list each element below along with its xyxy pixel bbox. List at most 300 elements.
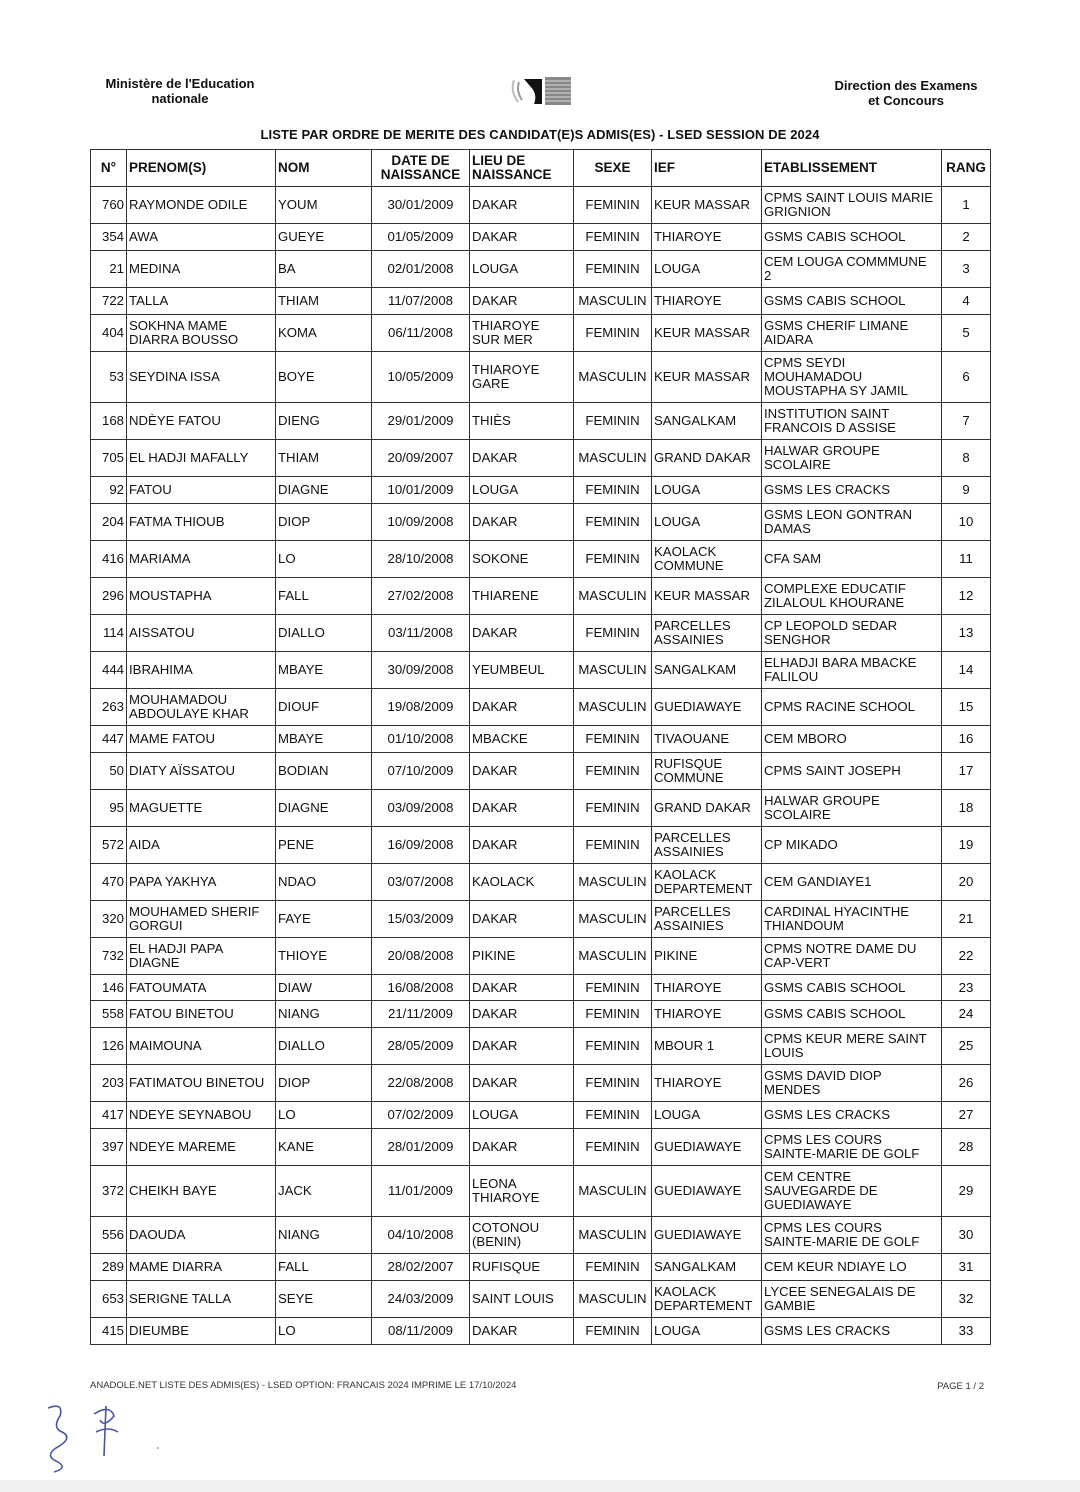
cell-ief: KEUR MASSAR xyxy=(652,352,762,403)
cell-etablissement: HALWAR GROUPE SCOLAIRE xyxy=(762,790,942,827)
cell-etablissement: LYCEE SENEGALAIS DE GAMBIE xyxy=(762,1281,942,1318)
cell-etablissement: HALWAR GROUPE SCOLAIRE xyxy=(762,440,942,477)
cell-sexe: FEMININ xyxy=(574,1318,652,1345)
cell-etablissement: CEM LOUGA COMMMUNE 2 xyxy=(762,251,942,288)
cell-etablissement: INSTITUTION SAINT FRANCOIS D ASSISE xyxy=(762,403,942,440)
cell-rang: 14 xyxy=(942,652,991,689)
cell-lieu: DAKAR xyxy=(470,187,574,224)
cell-nom: FALL xyxy=(276,1254,372,1281)
cell-no: 447 xyxy=(91,726,127,753)
cell-ief: PARCELLES ASSAINIES xyxy=(652,827,762,864)
cell-prenom: CHEIKH BAYE xyxy=(127,1166,276,1217)
cell-ief: SANGALKAM xyxy=(652,1254,762,1281)
cell-lieu: DAKAR xyxy=(470,224,574,251)
cell-ief: PARCELLES ASSAINIES xyxy=(652,901,762,938)
cell-ief: PARCELLES ASSAINIES xyxy=(652,615,762,652)
table-row xyxy=(91,440,991,477)
cell-ief: GRAND DAKAR xyxy=(652,790,762,827)
cell-rang: 28 xyxy=(942,1129,991,1166)
cell-nom: BA xyxy=(276,251,372,288)
cell-date: 04/10/2008 xyxy=(372,1217,470,1254)
cell-nom: BODIAN xyxy=(276,753,372,790)
cell-prenom: TALLA xyxy=(127,288,276,315)
cell-no: 146 xyxy=(91,975,127,1001)
cell-nom: DIENG xyxy=(276,403,372,440)
cell-rang: 25 xyxy=(942,1028,991,1065)
cell-rang: 3 xyxy=(942,251,991,288)
cell-nom: BOYE xyxy=(276,352,372,403)
cell-prenom: SERIGNE TALLA xyxy=(127,1281,276,1318)
cell-nom: DIAGNE xyxy=(276,477,372,504)
cell-date: 28/05/2009 xyxy=(372,1028,470,1065)
cell-rang: 8 xyxy=(942,440,991,477)
cell-ief: GRAND DAKAR xyxy=(652,440,762,477)
table-row xyxy=(91,1102,991,1129)
cell-sexe: MASCULIN xyxy=(574,1166,652,1217)
cell-date: 30/09/2008 xyxy=(372,652,470,689)
cell-ief: KEUR MASSAR xyxy=(652,187,762,224)
cell-nom: SEYE xyxy=(276,1281,372,1318)
cell-rang: 17 xyxy=(942,753,991,790)
cell-ief: LOUGA xyxy=(652,504,762,541)
table-row xyxy=(91,187,991,224)
cell-prenom: MAME FATOU xyxy=(127,726,276,753)
table-row xyxy=(91,477,991,504)
cell-rang: 30 xyxy=(942,1217,991,1254)
cell-etablissement: GSMS LES CRACKS xyxy=(762,477,942,504)
table-row xyxy=(91,1217,991,1254)
cell-sexe: FEMININ xyxy=(574,1102,652,1129)
cell-lieu: DAKAR xyxy=(470,689,574,726)
cell-etablissement: GSMS LES CRACKS xyxy=(762,1102,942,1129)
cell-rang: 11 xyxy=(942,541,991,578)
cell-etablissement: CPMS KEUR MERE SAINT LOUIS xyxy=(762,1028,942,1065)
table-row xyxy=(91,578,991,615)
cell-ief: KEUR MASSAR xyxy=(652,578,762,615)
cell-date: 24/03/2009 xyxy=(372,1281,470,1318)
cell-no: 732 xyxy=(91,938,127,975)
cell-rang: 15 xyxy=(942,689,991,726)
cell-lieu: THIAROYE SUR MER xyxy=(470,315,574,352)
cell-date: 03/07/2008 xyxy=(372,864,470,901)
cell-lieu: RUFISQUE xyxy=(470,1254,574,1281)
table-row xyxy=(91,224,991,251)
cell-no: 21 xyxy=(91,251,127,288)
cell-prenom: MEDINA xyxy=(127,251,276,288)
cell-lieu: DAKAR xyxy=(470,975,574,1001)
cell-rang: 24 xyxy=(942,1001,991,1028)
cell-etablissement: CPMS RACINE SCHOOL xyxy=(762,689,942,726)
col-header-lieu: LIEU DE NAISSANCE xyxy=(470,150,574,187)
cell-etablissement: GSMS CHERIF LIMANE AIDARA xyxy=(762,315,942,352)
cell-date: 27/02/2008 xyxy=(372,578,470,615)
cell-ief: KAOLACK COMMUNE xyxy=(652,541,762,578)
cell-prenom: NDEYE MAREME xyxy=(127,1129,276,1166)
cell-date: 16/09/2008 xyxy=(372,827,470,864)
cell-nom: FAYE xyxy=(276,901,372,938)
cell-rang: 12 xyxy=(942,578,991,615)
cell-prenom: MOUSTAPHA xyxy=(127,578,276,615)
cell-ief: GUEDIAWAYE xyxy=(652,1166,762,1217)
cell-rang: 6 xyxy=(942,352,991,403)
table-row xyxy=(91,251,991,288)
cell-date: 07/02/2009 xyxy=(372,1102,470,1129)
cell-date: 08/11/2009 xyxy=(372,1318,470,1345)
table-row xyxy=(91,288,991,315)
cell-etablissement: CEM MBORO xyxy=(762,726,942,753)
cell-sexe: MASCULIN xyxy=(574,938,652,975)
cell-rang: 9 xyxy=(942,477,991,504)
cell-lieu: YEUMBEUL xyxy=(470,652,574,689)
cell-sexe: FEMININ xyxy=(574,975,652,1001)
cell-no: 556 xyxy=(91,1217,127,1254)
cell-no: 558 xyxy=(91,1001,127,1028)
cell-ief: THIAROYE xyxy=(652,975,762,1001)
cell-rang: 21 xyxy=(942,901,991,938)
col-header-etablissement: ETABLISSEMENT xyxy=(762,150,942,187)
table-row xyxy=(91,901,991,938)
cell-etablissement: GSMS CABIS SCHOOL xyxy=(762,1001,942,1028)
ministry-logo-icon xyxy=(508,74,574,108)
cell-no: 204 xyxy=(91,504,127,541)
cell-rang: 2 xyxy=(942,224,991,251)
cell-ief: GUEDIAWAYE xyxy=(652,689,762,726)
cell-etablissement: GSMS CABIS SCHOOL xyxy=(762,224,942,251)
cell-nom: KANE xyxy=(276,1129,372,1166)
cell-prenom: RAYMONDE ODILE xyxy=(127,187,276,224)
cell-nom: NDAO xyxy=(276,864,372,901)
cell-date: 01/05/2009 xyxy=(372,224,470,251)
cell-no: 168 xyxy=(91,403,127,440)
ministry-header xyxy=(100,76,260,106)
cell-no: 320 xyxy=(91,901,127,938)
table-row xyxy=(91,352,991,403)
handwritten-signature xyxy=(34,1398,164,1478)
cell-no: 417 xyxy=(91,1102,127,1129)
cell-rang: 18 xyxy=(942,790,991,827)
cell-date: 21/11/2009 xyxy=(372,1001,470,1028)
cell-date: 20/09/2007 xyxy=(372,440,470,477)
cell-prenom: MAME DIARRA xyxy=(127,1254,276,1281)
cell-lieu: DAKAR xyxy=(470,440,574,477)
cell-ief: THIAROYE xyxy=(652,1001,762,1028)
cell-nom: LO xyxy=(276,1102,372,1129)
cell-prenom: PAPA YAKHYA xyxy=(127,864,276,901)
table-row xyxy=(91,541,991,578)
cell-prenom: IBRAHIMA xyxy=(127,652,276,689)
cell-no: 444 xyxy=(91,652,127,689)
cell-lieu: THIAROYE GARE xyxy=(470,352,574,403)
cell-rang: 7 xyxy=(942,403,991,440)
table-body xyxy=(91,187,991,1345)
cell-sexe: FEMININ xyxy=(574,753,652,790)
cell-sexe: FEMININ xyxy=(574,790,652,827)
cell-ief: KAOLACK DEPARTEMENT xyxy=(652,864,762,901)
table-header-row xyxy=(91,150,991,187)
cell-prenom: MOUHAMADOU ABDOULAYE KHAR xyxy=(127,689,276,726)
cell-etablissement: CPMS LES COURS SAINTE-MARIE DE GOLF xyxy=(762,1129,942,1166)
cell-ief: KEUR MASSAR xyxy=(652,315,762,352)
cell-date: 30/01/2009 xyxy=(372,187,470,224)
cell-prenom: FATMA THIOUB xyxy=(127,504,276,541)
col-header-sexe: SEXE xyxy=(574,150,652,187)
cell-date: 28/02/2007 xyxy=(372,1254,470,1281)
cell-ief: LOUGA xyxy=(652,477,762,504)
table-row xyxy=(91,315,991,352)
cell-no: 296 xyxy=(91,578,127,615)
cell-sexe: MASCULIN xyxy=(574,440,652,477)
cell-date: 15/03/2009 xyxy=(372,901,470,938)
cell-date: 10/01/2009 xyxy=(372,477,470,504)
cell-rang: 20 xyxy=(942,864,991,901)
cell-sexe: FEMININ xyxy=(574,403,652,440)
cell-no: 415 xyxy=(91,1318,127,1345)
cell-lieu: COTONOU (BENIN) xyxy=(470,1217,574,1254)
cell-prenom: MAGUETTE xyxy=(127,790,276,827)
col-header-date: DATE DE NAISSANCE xyxy=(372,150,470,187)
cell-no: 416 xyxy=(91,541,127,578)
cell-ief: THIAROYE xyxy=(652,1065,762,1102)
cell-ief: GUEDIAWAYE xyxy=(652,1217,762,1254)
cell-lieu: DAKAR xyxy=(470,901,574,938)
cell-etablissement: CEM GANDIAYE1 xyxy=(762,864,942,901)
cell-prenom: NDÈYE FATOU xyxy=(127,403,276,440)
cell-nom: DIALLO xyxy=(276,1028,372,1065)
cell-prenom: AWA xyxy=(127,224,276,251)
table-row xyxy=(91,864,991,901)
cell-lieu: LOUGA xyxy=(470,1102,574,1129)
cell-lieu: SOKONE xyxy=(470,541,574,578)
table-row xyxy=(91,790,991,827)
col-header-no: N° xyxy=(91,150,127,187)
cell-no: 653 xyxy=(91,1281,127,1318)
cell-date: 06/11/2008 xyxy=(372,315,470,352)
table-row xyxy=(91,403,991,440)
cell-etablissement: GSMS LES CRACKS xyxy=(762,1318,942,1345)
cell-lieu: LEONA THIAROYE xyxy=(470,1166,574,1217)
cell-lieu: MBACKE xyxy=(470,726,574,753)
cell-date: 28/10/2008 xyxy=(372,541,470,578)
cell-prenom: MARIAMA xyxy=(127,541,276,578)
cell-etablissement: GSMS DAVID DIOP MENDES xyxy=(762,1065,942,1102)
cell-sexe: MASCULIN xyxy=(574,1281,652,1318)
table-row xyxy=(91,615,991,652)
cell-etablissement: CEM CENTRE SAUVEGARDE DE GUEDIAWAYE xyxy=(762,1166,942,1217)
cell-lieu: SAINT LOUIS xyxy=(470,1281,574,1318)
cell-sexe: MASCULIN xyxy=(574,652,652,689)
cell-etablissement: CARDINAL HYACINTHE THIANDOUM xyxy=(762,901,942,938)
cell-nom: THIAM xyxy=(276,288,372,315)
cell-prenom: EL HADJI PAPA DIAGNE xyxy=(127,938,276,975)
cell-sexe: FEMININ xyxy=(574,1254,652,1281)
cell-prenom: AIDA xyxy=(127,827,276,864)
cell-etablissement: CPMS SAINT LOUIS MARIE GRIGNION xyxy=(762,187,942,224)
scan-bottom-edge xyxy=(0,1480,1080,1492)
cell-prenom: DIEUMBE xyxy=(127,1318,276,1345)
cell-prenom: DAOUDA xyxy=(127,1217,276,1254)
cell-no: 372 xyxy=(91,1166,127,1217)
cell-etablissement: CEM KEUR NDIAYE LO xyxy=(762,1254,942,1281)
cell-rang: 19 xyxy=(942,827,991,864)
cell-etablissement: GSMS LEON GONTRAN DAMAS xyxy=(762,504,942,541)
cell-rang: 5 xyxy=(942,315,991,352)
cell-date: 19/08/2009 xyxy=(372,689,470,726)
cell-lieu: THIARENE xyxy=(470,578,574,615)
cell-etablissement: CPMS NOTRE DAME DU CAP-VERT xyxy=(762,938,942,975)
cell-no: 263 xyxy=(91,689,127,726)
cell-date: 16/08/2008 xyxy=(372,975,470,1001)
cell-prenom: DIATY AÏSSATOU xyxy=(127,753,276,790)
cell-nom: JACK xyxy=(276,1166,372,1217)
cell-sexe: MASCULIN xyxy=(574,288,652,315)
cell-ief: THIAROYE xyxy=(652,288,762,315)
cell-rang: 1 xyxy=(942,187,991,224)
cell-sexe: FEMININ xyxy=(574,1001,652,1028)
cell-date: 11/01/2009 xyxy=(372,1166,470,1217)
cell-sexe: FEMININ xyxy=(574,224,652,251)
cell-ief: LOUGA xyxy=(652,1318,762,1345)
cell-etablissement: ELHADJI BARA MBACKE FALILOU xyxy=(762,652,942,689)
cell-sexe: FEMININ xyxy=(574,477,652,504)
cell-nom: DIALLO xyxy=(276,615,372,652)
cell-prenom: SEYDINA ISSA xyxy=(127,352,276,403)
cell-rang: 31 xyxy=(942,1254,991,1281)
cell-sexe: MASCULIN xyxy=(574,352,652,403)
cell-no: 92 xyxy=(91,477,127,504)
cell-ief: GUEDIAWAYE xyxy=(652,1129,762,1166)
cell-date: 10/05/2009 xyxy=(372,352,470,403)
cell-ief: LOUGA xyxy=(652,1102,762,1129)
cell-ief: SANGALKAM xyxy=(652,403,762,440)
cell-date: 03/11/2008 xyxy=(372,615,470,652)
cell-no: 126 xyxy=(91,1028,127,1065)
table-row xyxy=(91,1281,991,1318)
col-header-ief: IEF xyxy=(652,150,762,187)
cell-nom: THIAM xyxy=(276,440,372,477)
cell-nom: DIAW xyxy=(276,975,372,1001)
cell-etablissement: CP LEOPOLD SEDAR SENGHOR xyxy=(762,615,942,652)
cell-nom: PENE xyxy=(276,827,372,864)
table-row xyxy=(91,1129,991,1166)
cell-sexe: FEMININ xyxy=(574,827,652,864)
cell-ief: SANGALKAM xyxy=(652,652,762,689)
cell-lieu: LOUGA xyxy=(470,251,574,288)
cell-etablissement: CFA SAM xyxy=(762,541,942,578)
table-row xyxy=(91,1065,991,1102)
cell-lieu: DAKAR xyxy=(470,504,574,541)
cell-nom: YOUM xyxy=(276,187,372,224)
table-row xyxy=(91,827,991,864)
cell-nom: THIOYE xyxy=(276,938,372,975)
cell-sexe: MASCULIN xyxy=(574,901,652,938)
table-row xyxy=(91,726,991,753)
cell-rang: 23 xyxy=(942,975,991,1001)
cell-ief: MBOUR 1 xyxy=(652,1028,762,1065)
directorate-line-2: et Concours xyxy=(868,93,944,108)
table-row xyxy=(91,1001,991,1028)
cell-lieu: DAKAR xyxy=(470,1028,574,1065)
table-row xyxy=(91,975,991,1001)
cell-date: 03/09/2008 xyxy=(372,790,470,827)
cell-sexe: FEMININ xyxy=(574,615,652,652)
cell-date: 22/08/2008 xyxy=(372,1065,470,1102)
cell-lieu: DAKAR xyxy=(470,1318,574,1345)
cell-no: 760 xyxy=(91,187,127,224)
table-row xyxy=(91,504,991,541)
cell-lieu: DAKAR xyxy=(470,1129,574,1166)
cell-lieu: DAKAR xyxy=(470,790,574,827)
cell-nom: MBAYE xyxy=(276,652,372,689)
cell-sexe: MASCULIN xyxy=(574,864,652,901)
cell-nom: FALL xyxy=(276,578,372,615)
cell-sexe: FEMININ xyxy=(574,541,652,578)
cell-lieu: PIKINE xyxy=(470,938,574,975)
cell-no: 572 xyxy=(91,827,127,864)
print-footer: ANADOLE.NET LISTE DES ADMIS(ES) - LSED OPTION: FRANCAIS 2024 IMPRIME LE 17/10/2024 xyxy=(90,1380,517,1391)
cell-sexe: FEMININ xyxy=(574,251,652,288)
ministry-line-2: nationale xyxy=(151,91,209,106)
col-header-prenom: PRENOM(S) xyxy=(127,150,276,187)
cell-etablissement: CPMS SAINT JOSEPH xyxy=(762,753,942,790)
cell-nom: LO xyxy=(276,541,372,578)
cell-nom: NIANG xyxy=(276,1217,372,1254)
cell-etablissement: CP MIKADO xyxy=(762,827,942,864)
table-row xyxy=(91,753,991,790)
cell-rang: 27 xyxy=(942,1102,991,1129)
cell-date: 01/10/2008 xyxy=(372,726,470,753)
cell-prenom: FATOU BINETOU xyxy=(127,1001,276,1028)
cell-nom: DIOP xyxy=(276,1065,372,1102)
cell-etablissement: GSMS CABIS SCHOOL xyxy=(762,288,942,315)
cell-prenom: EL HADJI MAFALLY xyxy=(127,440,276,477)
cell-no: 53 xyxy=(91,352,127,403)
cell-rang: 29 xyxy=(942,1166,991,1217)
cell-no: 114 xyxy=(91,615,127,652)
directorate-line-1: Direction des Examens xyxy=(834,78,978,93)
cell-prenom: SOKHNA MAME DIARRA BOUSSO xyxy=(127,315,276,352)
cell-prenom: FATIMATOU BINETOU xyxy=(127,1065,276,1102)
cell-lieu: DAKAR xyxy=(470,753,574,790)
cell-prenom: FATOU xyxy=(127,477,276,504)
cell-rang: 4 xyxy=(942,288,991,315)
cell-ief: PIKINE xyxy=(652,938,762,975)
cell-lieu: DAKAR xyxy=(470,615,574,652)
cell-sexe: FEMININ xyxy=(574,726,652,753)
cell-no: 470 xyxy=(91,864,127,901)
cell-sexe: MASCULIN xyxy=(574,578,652,615)
table-row xyxy=(91,1318,991,1345)
cell-nom: DIAGNE xyxy=(276,790,372,827)
cell-no: 289 xyxy=(91,1254,127,1281)
page-number: PAGE 1 / 2 xyxy=(937,1381,984,1392)
cell-lieu: KAOLACK xyxy=(470,864,574,901)
cell-nom: MBAYE xyxy=(276,726,372,753)
table-row xyxy=(91,1166,991,1217)
cell-sexe: MASCULIN xyxy=(574,689,652,726)
cell-etablissement: COMPLEXE EDUCATIF ZILALOUL KHOURANE xyxy=(762,578,942,615)
cell-nom: GUEYE xyxy=(276,224,372,251)
cell-lieu: DAKAR xyxy=(470,1065,574,1102)
cell-date: 29/01/2009 xyxy=(372,403,470,440)
cell-no: 95 xyxy=(91,790,127,827)
table-row xyxy=(91,1028,991,1065)
cell-rang: 22 xyxy=(942,938,991,975)
cell-ief: KAOLACK DEPARTEMENT xyxy=(652,1281,762,1318)
cell-prenom: AISSATOU xyxy=(127,615,276,652)
cell-lieu: DAKAR xyxy=(470,827,574,864)
cell-lieu: THIÈS xyxy=(470,403,574,440)
cell-sexe: FEMININ xyxy=(574,504,652,541)
